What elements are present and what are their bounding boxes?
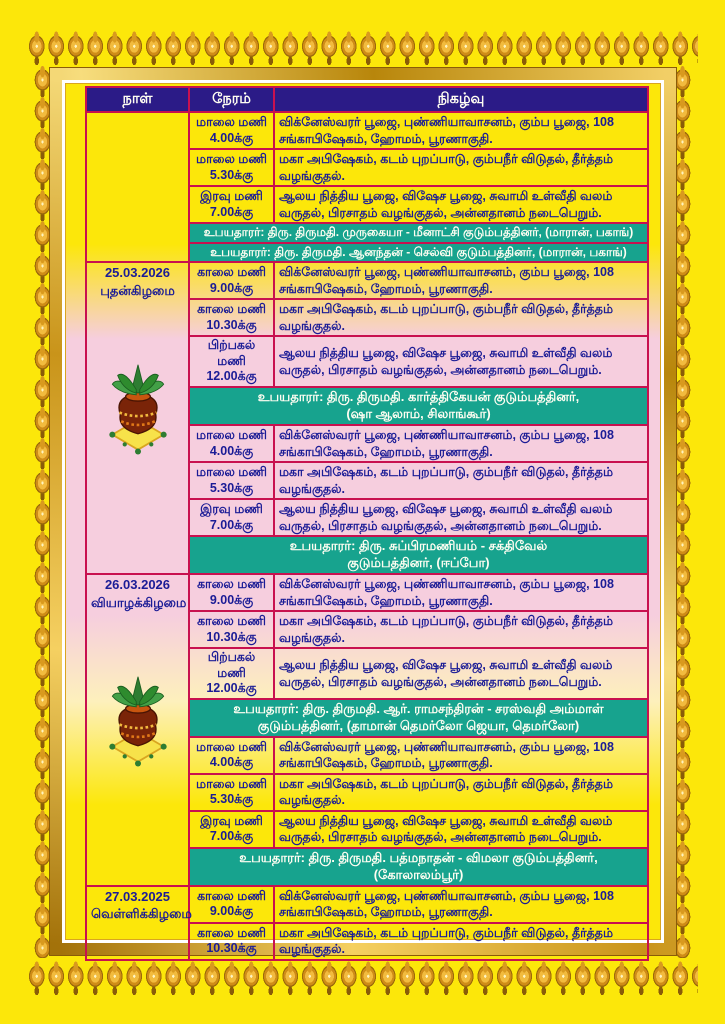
date-cell <box>86 886 192 960</box>
table-header-row <box>86 87 648 112</box>
date-cell <box>86 574 189 886</box>
time-cell: மாலை மணி 5.30க்கு <box>189 774 274 811</box>
sponsor-cell: உபயதாரர்: திரு. திருமதி. ஆனந்தன் - செல்வி குடும்பத்தினர், (மாரான், பகாங்) <box>189 243 648 263</box>
event-cell: மகா அபிஷேகம், கடம் புறப்பாடு, கும்பநீர் விடுதல், தீர்த்தம் வழங்குதல். <box>274 923 648 960</box>
header-cell-day: நாள் <box>86 87 189 112</box>
table-row <box>86 112 648 149</box>
time-cell: இரவு மணி 7.00க்கு <box>189 499 274 536</box>
time-cell: மாலை மணி 5.30க்கு <box>189 462 274 499</box>
sponsor-line: (கோலாலம்பூர்) <box>373 866 464 882</box>
table-row <box>86 886 648 923</box>
event-cell: விக்னேஸ்வரர் பூஜை, புண்ணியாவாசனம், கும்ப பூஜை, 108 சங்காபிஷேகம், ஹோமம், பூரணாகுதி. <box>274 425 648 462</box>
table-row <box>86 262 648 299</box>
date-text: 26.03.2026 <box>104 577 171 593</box>
event-cell: ஆலய நித்திய பூஜை, விஷேச பூஜை, சுவாமி உள்வீதி வலம் வருதல், பிரசாதம் வழங்குதல், அன்னதானம் நடைபெறும். <box>274 499 648 536</box>
header-cell-time: நேரம் <box>189 87 274 112</box>
ornament-row-bottom <box>27 961 698 995</box>
date-cell <box>86 262 189 574</box>
weekday-text: வெள்ளிக்கிழமை <box>91 906 192 922</box>
event-cell: ஆலய நித்திய பூஜை, விஷேச பூஜை, சுவாமி உள்வீதி வலம் வருதல், பிரசாதம் வழங்குதல், அன்னதானம் நடைபெறும். <box>274 336 648 387</box>
sponsor-cell <box>189 699 648 737</box>
event-cell: ஆலய நித்திய பூஜை, விஷேச பூஜை, சுவாமி உள்வீதி வலம் வருதல், பிரசாதம் வழங்குதல், அன்னதானம் நடைபெறும். <box>274 811 648 848</box>
event-cell: மகா அபிஷேகம், கடம் புறப்பாடு, கும்பநீர் விடுதல், தீர்த்தம் வழங்குதல். <box>274 774 648 811</box>
event-cell: ஆலய நித்திய பூஜை, விஷேச பூஜை, சுவாமி உள்வீதி வலம் வருதல், பிரசாதம் வழங்குதல், அன்னதானம் நடைபெறும். <box>274 186 648 223</box>
sponsor-cell <box>189 536 648 574</box>
event-cell: விக்னேஸ்வரர் பூஜை, புண்ணியாவாசனம், கும்ப பூஜை, 108 சங்காபிஷேகம், ஹோமம், பூரணாகுதி. <box>274 262 648 299</box>
sponsor-cell: உபயதாரர்: திரு. திருமதி. முருகையா - மீனாட்சி குடும்பத்தினர், (மாரான், பகாங்) <box>189 223 648 243</box>
weekday-text: வியாழக்கிழமை <box>91 594 187 610</box>
sponsor-line: உபயதாரர்: திரு. சுப்பிரமணியம் - சக்திவேல் <box>289 538 548 554</box>
sponsor-line: குடும்பத்தினர், (தாமான் தெமர்லோ ஜெயா, தெமர்லோ) <box>257 717 580 733</box>
schedule-table <box>85 86 649 961</box>
sponsor-cell <box>189 848 648 886</box>
event-cell: மகா அபிஷேகம், கடம் புறப்பாடு, கும்பநீர் விடுதல், தீர்த்தம் வழங்குதல். <box>274 462 648 499</box>
event-cell: விக்னேஸ்வரர் பூஜை, புண்ணியாவாசனம், கும்ப பூஜை, 108 சங்காபிஷேகம், ஹோமம், பூரணாகுதி. <box>274 112 648 149</box>
ornament-row-top <box>27 31 698 65</box>
event-cell: விக்னேஸ்வரர் பூஜை, புண்ணியாவாசனம், கும்ப பூஜை, 108 சங்காபிஷேகம், ஹோமம், பூரணாகுதி. <box>274 574 648 611</box>
time-cell: காலை மணி 10.30க்கு <box>189 923 274 960</box>
date-text: 27.03.2025 <box>104 888 171 904</box>
sponsor-line: உபயதாரர்: திரு. திருமதி. ஆர். ராமசந்திரன் - சரஸ்வதி அம்மாள் <box>233 701 604 717</box>
date-text: 25.03.2026 <box>104 265 171 281</box>
kalasam-pot-icon <box>107 363 169 455</box>
time-cell: இரவு மணி 7.00க்கு <box>189 186 274 223</box>
time-cell: இரவு மணி 7.00க்கு <box>189 811 274 848</box>
event-cell: மகா அபிஷேகம், கடம் புறப்பாடு, கும்பநீர் விடுதல், தீர்த்தம் வழங்குதல். <box>274 611 648 648</box>
event-cell: விக்னேஸ்வரர் பூஜை, புண்ணியாவாசனம், கும்ப பூஜை, 108 சங்காபிஷேகம், ஹோமம், பூரணாகுதி. <box>274 886 648 923</box>
sponsor-line: (ஷா ஆலாம், சிலாங்கூர்) <box>346 406 491 422</box>
time-cell: காலை மணி 9.00க்கு <box>189 262 274 299</box>
sponsor-cell <box>189 387 648 425</box>
time-cell: காலை மணி 10.30க்கு <box>189 299 274 336</box>
sponsor-line: உபயதாரர்: திரு. திருமதி. பத்மநாதன் - விமலா குடும்பத்தினர், <box>239 850 598 866</box>
time-cell: காலை மணி 9.00க்கு <box>189 886 274 923</box>
event-cell: மகா அபிஷேகம், கடம் புறப்பாடு, கும்பநீர் விடுதல், தீர்த்தம் வழங்குதல். <box>274 299 648 336</box>
kalasam-pot-icon <box>107 675 169 767</box>
event-cell: மகா அபிஷேகம், கடம் புறப்பாடு, கும்பநீர் விடுதல், தீர்த்தம் வழங்குதல். <box>274 149 648 186</box>
time-cell: மாலை மணி 5.30க்கு <box>189 149 274 186</box>
event-cell: விக்னேஸ்வரர் பூஜை, புண்ணியாவாசனம், கும்ப பூஜை, 108 சங்காபிஷேகம், ஹோமம், பூரணாகுதி. <box>274 737 648 774</box>
sponsor-line: உபயதாரர்: திரு. திருமதி. கார்த்திகேயன் குடும்பத்தினர், <box>257 389 580 405</box>
time-cell: மாலை மணி 4.00க்கு <box>189 112 274 149</box>
weekday-text: புதன்கிழமை <box>100 282 175 298</box>
date-cell-empty <box>86 112 189 262</box>
time-cell: பிற்பகல் மணி 12.00க்கு <box>189 648 274 699</box>
event-cell: ஆலய நித்திய பூஜை, விஷேச பூஜை, சுவாமி உள்வீதி வலம் வருதல், பிரசாதம் வழங்குதல், அன்னதானம் நடைபெறும். <box>274 648 648 699</box>
time-cell: பிற்பகல் மணி 12.00க்கு <box>189 336 274 387</box>
sponsor-line: குடும்பத்தினர், (ஈப்போ) <box>347 555 490 571</box>
time-cell: மாலை மணி 4.00க்கு <box>189 737 274 774</box>
header-cell-event: நிகழ்வு <box>274 87 648 112</box>
time-cell: மாலை மணி 4.00க்கு <box>189 425 274 462</box>
time-cell: காலை மணி 9.00க்கு <box>189 574 274 611</box>
table-row <box>86 574 648 611</box>
time-cell: காலை மணி 10.30க்கு <box>189 611 274 648</box>
